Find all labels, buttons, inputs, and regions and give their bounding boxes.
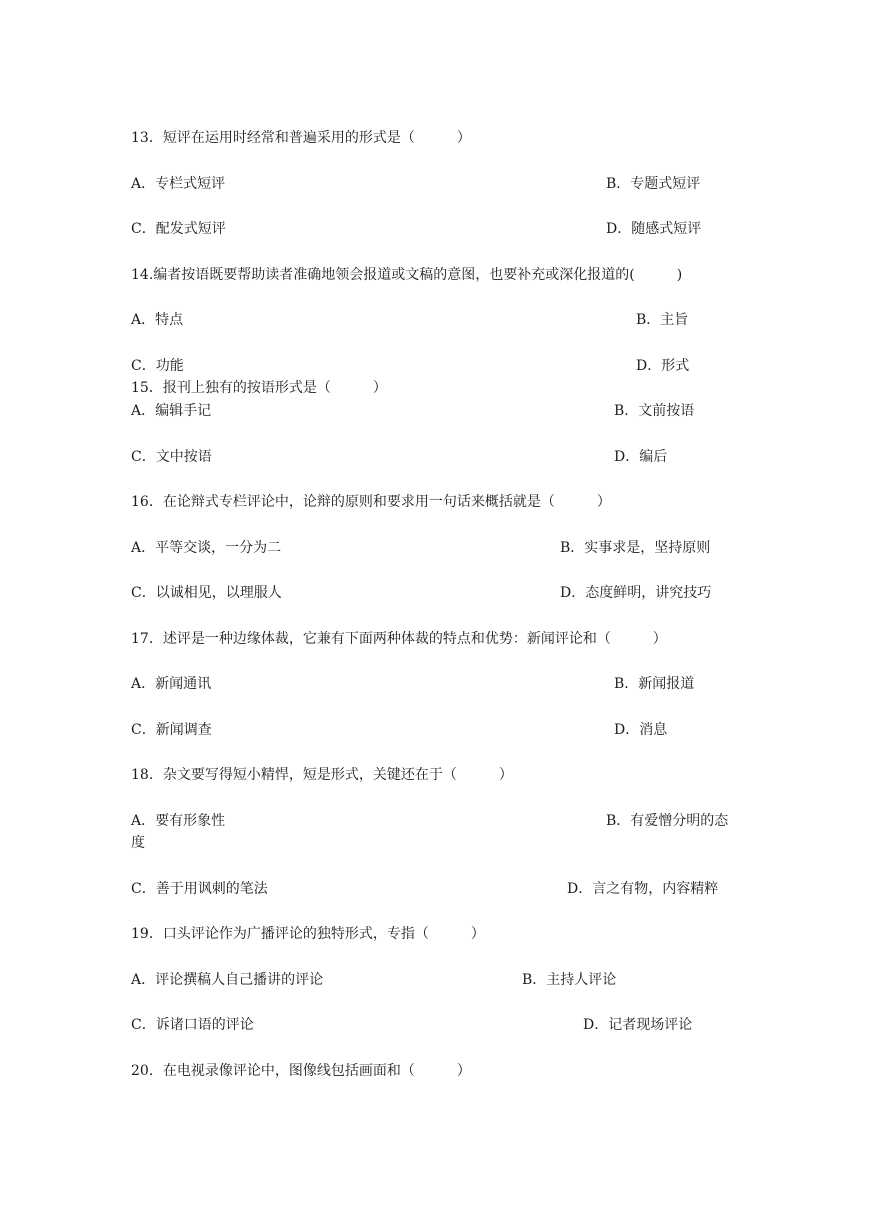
question-18-option-b: B．有爱憎分明的态: [606, 813, 729, 829]
question-19-option-c: C．诉诸口语的评论: [131, 1017, 254, 1033]
question-13-stem: 13．短评在运用时经常和普遍采用的形式是（ ）: [131, 130, 471, 146]
question-18-option-a: A．要有形象性: [131, 813, 226, 829]
question-14-option-b: B．主旨: [636, 312, 689, 328]
question-17-option-a: A．新闻通讯: [131, 676, 212, 692]
question-18-option-c: C．善于用讽刺的笔法: [131, 881, 268, 897]
question-16-option-c: C．以诚相见，以理服人: [131, 585, 282, 601]
question-13-option-a: A．专栏式短评: [131, 176, 226, 192]
question-14-option-a: A．特点: [131, 312, 184, 328]
question-13-option-d: D．随感式短评: [606, 221, 702, 237]
question-15-option-d: D．编后: [614, 449, 668, 465]
question-14-option-d: D．形式: [636, 358, 690, 374]
question-17-stem: 17．述评是一种边缘体裁，它兼有下面两种体裁的特点和优势：新闻评论和（ ）: [131, 631, 667, 647]
question-17-option-d: D．消息: [614, 722, 668, 738]
question-19-option-b: B．主持人评论: [522, 972, 617, 988]
question-19-stem: 19．口头评论作为广播评论的独特形式，专指（ ）: [131, 926, 485, 942]
question-16-option-d: D．态度鲜明，讲究技巧: [560, 585, 712, 601]
question-16-option-b: B．实事求是，坚持原则: [560, 540, 711, 556]
question-15-option-a: A．编辑手记: [131, 403, 212, 419]
question-14-option-c: C．功能: [131, 358, 184, 374]
question-18-stem: 18．杂文要写得短小精悍，短是形式，关键还在于（ ）: [131, 767, 513, 783]
question-14-stem: 14.编者按语既要帮助读者准确地领会报道或文稿的意图，也要补充或深化报道的( ): [131, 267, 683, 283]
question-17-option-c: C．新闻调查: [131, 722, 212, 738]
question-15-option-c: C．文中按语: [131, 449, 212, 465]
question-15-stem: 15．报刊上独有的按语形式是（ ）: [131, 380, 387, 396]
question-18-option-d: D．言之有物，内容精粹: [567, 881, 719, 897]
question-13-option-b: B．专题式短评: [606, 176, 701, 192]
question-13-option-c: C．配发式短评: [131, 221, 226, 237]
question-16-stem: 16．在论辩式专栏评论中，论辩的原则和要求用一句话来概括就是（ ）: [131, 494, 611, 510]
question-16-option-a: A．平等交谈，一分为二: [131, 540, 282, 556]
question-20-stem: 20．在电视录像评论中，图像线包括画面和（ ）: [131, 1063, 471, 1079]
question-19-option-a: A．评论撰稿人自己播讲的评论: [131, 972, 324, 988]
question-19-option-d: D．记者现场评论: [583, 1017, 693, 1033]
question-17-option-b: B．新闻报道: [614, 676, 695, 692]
question-15-option-b: B．文前按语: [614, 403, 695, 419]
question-18-option-b-wrap: 度: [131, 835, 145, 851]
